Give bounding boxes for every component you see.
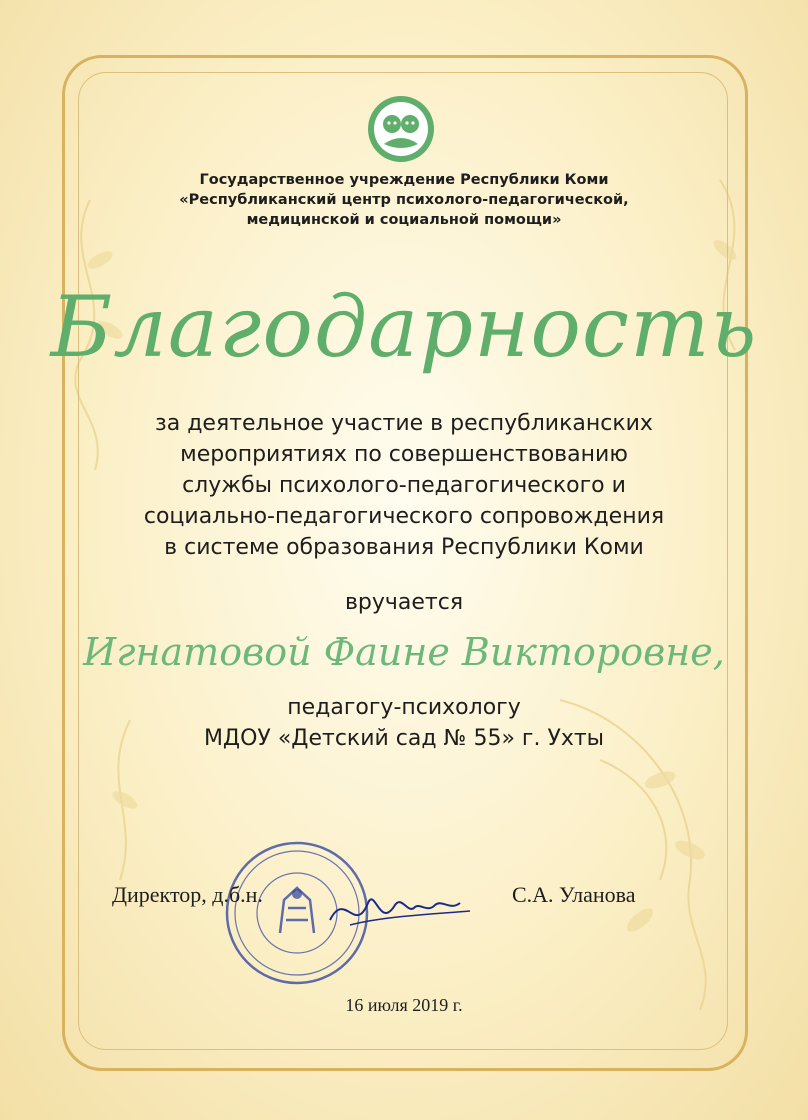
org-line-1: Государственное учреждение Республики Коми [199,172,609,188]
organization-logo-icon [366,94,436,164]
reason-line-4: социально-педагогического сопровождения [143,504,665,529]
certificate-title: Благодарность [50,278,758,376]
signatory-name: С.А. Уланова [512,882,636,907]
organization-name [0,170,808,230]
recipient-position [0,692,808,754]
handwritten-signature [320,875,480,945]
reason-line-2: мероприятиях по совершенствованию [180,442,628,467]
position-line-2: МДОУ «Детский сад № 55» г. Ухты [203,726,605,751]
position-line-1: педагогу-психологу [287,695,521,720]
reason-line-1: за деятельное участие в республиканских [155,411,653,436]
awarded-label: вручается [344,590,464,615]
issue-date: 16 июля 2019 г. [345,995,463,1015]
reason-line-5: в системе образования Республики Коми [164,535,644,560]
signatory-title: Директор, д.б.н. [112,882,263,907]
org-line-3: медицинской и социальной помощи» [246,212,562,228]
reason-line-3: службы психолого-педагогического и [182,473,626,498]
org-line-2: «Республиканский центр психолого-педагогической, [179,192,629,208]
recipient-name: Игнатовой Фаине Викторовне, [83,630,725,674]
award-reason [0,408,808,563]
